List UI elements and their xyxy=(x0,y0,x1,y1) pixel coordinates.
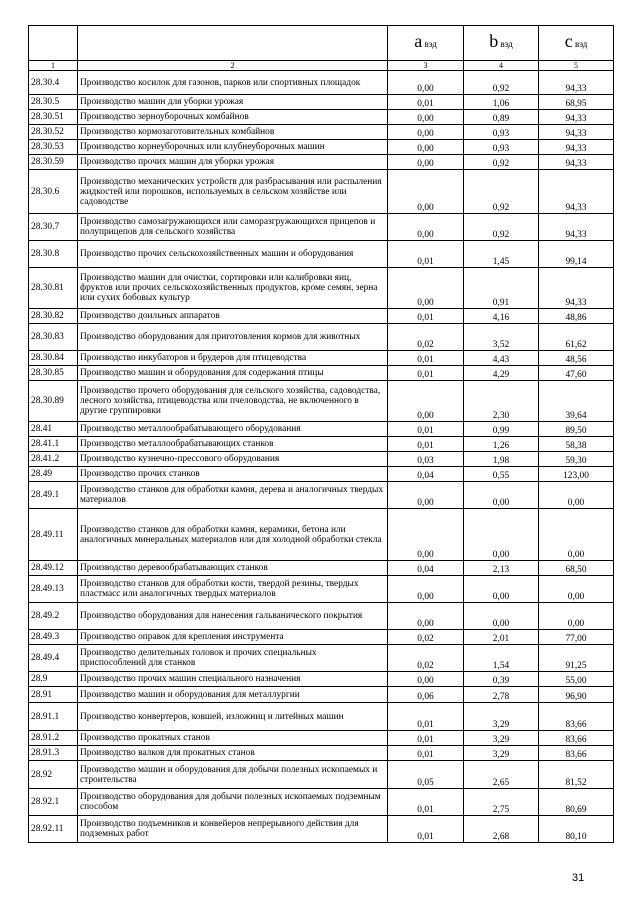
row-b-value: 2,68 xyxy=(464,816,539,843)
row-name: Производство машин и оборудования для металлургии xyxy=(78,687,388,703)
row-a-value: 0,00 xyxy=(388,482,464,509)
table-body xyxy=(29,26,614,843)
row-code: 28.30.6 xyxy=(29,170,78,214)
row-b-value: 2,13 xyxy=(464,561,539,576)
row-code: 28.49.12 xyxy=(29,561,78,576)
row-b-value: 0,55 xyxy=(464,467,539,482)
table-row xyxy=(29,467,614,482)
row-b-value: 2,65 xyxy=(464,761,539,789)
row-a-value: 0,00 xyxy=(388,125,464,140)
row-b-value: 0,00 xyxy=(464,603,539,630)
table-row xyxy=(29,746,614,761)
row-code: 28.30.53 xyxy=(29,140,78,155)
row-c-value: 58,38 xyxy=(539,437,614,452)
row-name: Производство делительных головок и прочих специальных приспособлений для станков xyxy=(78,645,388,672)
header-code-cell xyxy=(29,26,78,61)
row-a-value: 0,00 xyxy=(388,140,464,155)
row-a-value: 0,00 xyxy=(388,170,464,214)
row-b-value: 4,16 xyxy=(464,309,539,324)
row-code: 28.30.85 xyxy=(29,366,78,381)
row-code: 28.30.4 xyxy=(29,71,78,95)
row-c-value: 96,90 xyxy=(539,687,614,703)
row-a-value: 0,01 xyxy=(388,309,464,324)
row-a-value: 0,02 xyxy=(388,324,464,351)
row-b-value: 3,29 xyxy=(464,731,539,746)
header-c-cell xyxy=(539,26,614,61)
row-b-value: 0,99 xyxy=(464,422,539,437)
row-name: Производство машин для уборки урожая xyxy=(78,95,388,110)
row-name: Производство металлообрабатывающих станков xyxy=(78,437,388,452)
header-row xyxy=(29,26,614,61)
row-name: Производство подъемников и конвейеров непрерывного действия для подземных работ xyxy=(78,816,388,843)
row-c-value: 39,64 xyxy=(539,381,614,422)
table-row xyxy=(29,576,614,603)
row-b-value: 4,29 xyxy=(464,366,539,381)
row-c-value: 123,00 xyxy=(539,467,614,482)
row-b-value: 0,39 xyxy=(464,672,539,687)
row-name: Производство машин для очистки, сортировки или калибровки яиц, фруктов или прочих сельскохозяйственных продуктов, кроме семян, зерна или сухих бобовых культур xyxy=(78,268,388,309)
row-c-value: 0,00 xyxy=(539,482,614,509)
row-code: 28.30.7 xyxy=(29,214,78,241)
row-code: 28.91.3 xyxy=(29,746,78,761)
table-row xyxy=(29,214,614,241)
row-a-value: 0,05 xyxy=(388,761,464,789)
row-code: 28.49.1 xyxy=(29,482,78,509)
row-name: Производство прочих машин для уборки урожая xyxy=(78,155,388,170)
table-row xyxy=(29,95,614,110)
row-name: Производство металлообрабатывающего оборудования xyxy=(78,422,388,437)
row-b-value: 0,00 xyxy=(464,509,539,561)
table-row xyxy=(29,687,614,703)
row-b-value: 3,29 xyxy=(464,703,539,731)
row-code: 28.49.4 xyxy=(29,645,78,672)
row-a-value: 0,00 xyxy=(388,576,464,603)
column-number: 1 xyxy=(29,61,78,71)
row-name: Производство корнеуборочных или клубнеуборочных машин xyxy=(78,140,388,155)
table-row xyxy=(29,125,614,140)
row-a-value: 0,01 xyxy=(388,789,464,816)
row-b-value: 2,78 xyxy=(464,687,539,703)
row-name: Производство станков для обработки камня, дерева и аналогичных твердых материалов xyxy=(78,482,388,509)
row-code: 28.49.13 xyxy=(29,576,78,603)
row-a-value: 0,04 xyxy=(388,467,464,482)
a-symbol: a xyxy=(414,31,423,51)
c-symbol: c xyxy=(564,31,573,51)
table-row xyxy=(29,603,614,630)
row-b-value: 0,93 xyxy=(464,140,539,155)
table-row xyxy=(29,703,614,731)
row-c-value: 80,69 xyxy=(539,789,614,816)
row-c-value: 83,66 xyxy=(539,731,614,746)
row-code: 28.9 xyxy=(29,672,78,687)
row-a-value: 0,00 xyxy=(388,155,464,170)
row-name: Производство прочего оборудования для сельского хозяйства, садоводства, лесного хозяйства, птицеводства или пчеловодства, не включенного в другие группировки xyxy=(78,381,388,422)
table-row xyxy=(29,630,614,645)
row-a-value: 0,04 xyxy=(388,561,464,576)
table-row xyxy=(29,381,614,422)
row-a-value: 0,02 xyxy=(388,645,464,672)
row-code: 28.30.59 xyxy=(29,155,78,170)
row-b-value: 0,92 xyxy=(464,155,539,170)
table-row xyxy=(29,170,614,214)
row-c-value: 89,50 xyxy=(539,422,614,437)
row-c-value: 77,00 xyxy=(539,630,614,645)
row-name: Производство оправок для крепления инструмента xyxy=(78,630,388,645)
table-row xyxy=(29,366,614,381)
table-row xyxy=(29,422,614,437)
row-b-value: 4,43 xyxy=(464,351,539,366)
row-code: 28.30.82 xyxy=(29,309,78,324)
row-c-value: 94,33 xyxy=(539,71,614,95)
row-a-value: 0,00 xyxy=(388,214,464,241)
row-b-value: 0,92 xyxy=(464,170,539,214)
row-c-value: 55,00 xyxy=(539,672,614,687)
row-a-value: 0,01 xyxy=(388,241,464,268)
row-c-value: 61,62 xyxy=(539,324,614,351)
row-code: 28.30.8 xyxy=(29,241,78,268)
row-name: Производство прочих машин специального назначения xyxy=(78,672,388,687)
row-a-value: 0,00 xyxy=(388,672,464,687)
row-c-value: 94,33 xyxy=(539,110,614,125)
table-row xyxy=(29,561,614,576)
row-b-value: 2,75 xyxy=(464,789,539,816)
row-a-value: 0,01 xyxy=(388,731,464,746)
coefficients-table xyxy=(28,25,614,843)
row-name: Производство самозагружающихся или саморазгружающихся прицепов и полуприцепов для сельского хозяйства xyxy=(78,214,388,241)
table-row xyxy=(29,816,614,843)
row-name: Производство прокатных станов xyxy=(78,731,388,746)
row-a-value: 0,00 xyxy=(388,603,464,630)
table-row xyxy=(29,452,614,467)
row-code: 28.30.81 xyxy=(29,268,78,309)
row-c-value: 48,56 xyxy=(539,351,614,366)
row-name: Производство оборудования для нанесения гальванического покрытия xyxy=(78,603,388,630)
row-b-value: 1,98 xyxy=(464,452,539,467)
row-code: 28.30.52 xyxy=(29,125,78,140)
row-c-value: 94,33 xyxy=(539,268,614,309)
row-name: Производство зерноуборочных комбайнов xyxy=(78,110,388,125)
row-code: 28.91.2 xyxy=(29,731,78,746)
row-c-value: 59,30 xyxy=(539,452,614,467)
row-code: 28.41 xyxy=(29,422,78,437)
row-b-value: 0,91 xyxy=(464,268,539,309)
table-row xyxy=(29,71,614,95)
column-number: 2 xyxy=(78,61,388,71)
row-name: Производство оборудования для приготовления кормов для животных xyxy=(78,324,388,351)
row-code: 28.49.2 xyxy=(29,603,78,630)
row-c-value: 94,33 xyxy=(539,170,614,214)
row-code: 28.30.84 xyxy=(29,351,78,366)
row-a-value: 0,01 xyxy=(388,95,464,110)
row-name: Производство прочих сельскохозяйственных машин и оборудования xyxy=(78,241,388,268)
table-row xyxy=(29,761,614,789)
row-b-value: 2,30 xyxy=(464,381,539,422)
row-name: Производство прочих станков xyxy=(78,467,388,482)
table-row xyxy=(29,268,614,309)
b-symbol: b xyxy=(489,31,499,51)
row-code: 28.91.1 xyxy=(29,703,78,731)
column-number: 3 xyxy=(388,61,464,71)
row-b-value: 0,92 xyxy=(464,214,539,241)
row-b-value: 2,01 xyxy=(464,630,539,645)
row-b-value: 1,45 xyxy=(464,241,539,268)
row-c-value: 83,66 xyxy=(539,703,614,731)
row-a-value: 0,01 xyxy=(388,351,464,366)
table-row xyxy=(29,241,614,268)
header-name-cell xyxy=(78,26,388,61)
row-c-value: 83,66 xyxy=(539,746,614,761)
table-row xyxy=(29,672,614,687)
row-c-value: 94,33 xyxy=(539,125,614,140)
table-row xyxy=(29,110,614,125)
row-a-value: 0,01 xyxy=(388,437,464,452)
row-b-value: 3,29 xyxy=(464,746,539,761)
row-name: Производство оборудования для добычи полезных ископаемых подземным способом xyxy=(78,789,388,816)
row-c-value: 94,33 xyxy=(539,155,614,170)
row-b-value: 3,52 xyxy=(464,324,539,351)
row-a-value: 0,01 xyxy=(388,703,464,731)
header-b-cell xyxy=(464,26,539,61)
row-a-value: 0,01 xyxy=(388,746,464,761)
row-name: Производство машин и оборудования для добычи полезных ископаемых и строительства xyxy=(78,761,388,789)
table-row xyxy=(29,324,614,351)
table-row xyxy=(29,645,614,672)
row-name: Производство машин и оборудования для содержания птицы xyxy=(78,366,388,381)
row-name: Производство кузнечно-прессового оборудования xyxy=(78,452,388,467)
row-a-value: 0,01 xyxy=(388,816,464,843)
row-a-value: 0,01 xyxy=(388,422,464,437)
row-name: Производство кормозаготовительных комбайнов xyxy=(78,125,388,140)
row-b-value: 0,93 xyxy=(464,125,539,140)
table-row xyxy=(29,482,614,509)
row-a-value: 0,00 xyxy=(388,71,464,95)
row-a-value: 0,00 xyxy=(388,268,464,309)
b-subscript: вэд xyxy=(500,39,513,49)
row-a-value: 0,06 xyxy=(388,687,464,703)
row-name: Производство механических устройств для разбрасывания или распыления жидкостей или порошков, используемых в сельском хозяйстве или садоводстве xyxy=(78,170,388,214)
row-b-value: 0,00 xyxy=(464,482,539,509)
row-c-value: 81,52 xyxy=(539,761,614,789)
row-a-value: 0,02 xyxy=(388,630,464,645)
table-row xyxy=(29,509,614,561)
row-name: Производство валков для прокатных станов xyxy=(78,746,388,761)
row-c-value: 0,00 xyxy=(539,509,614,561)
table-row xyxy=(29,309,614,324)
row-name: Производство косилок для газонов, парков или спортивных площадок xyxy=(78,71,388,95)
row-c-value: 68,95 xyxy=(539,95,614,110)
page-number: 31 xyxy=(572,872,585,884)
table-row xyxy=(29,789,614,816)
row-a-value: 0,00 xyxy=(388,381,464,422)
table-row xyxy=(29,351,614,366)
row-c-value: 94,33 xyxy=(539,140,614,155)
row-code: 28.92.11 xyxy=(29,816,78,843)
row-b-value: 0,89 xyxy=(464,110,539,125)
row-code: 28.41.1 xyxy=(29,437,78,452)
row-code: 28.49.11 xyxy=(29,509,78,561)
row-c-value: 48,86 xyxy=(539,309,614,324)
row-b-value: 1,26 xyxy=(464,437,539,452)
row-c-value: 99,14 xyxy=(539,241,614,268)
row-name: Производство деревообрабатывающих станков xyxy=(78,561,388,576)
row-name: Производство инкубаторов и брудеров для птицеводства xyxy=(78,351,388,366)
row-name: Производство станков для обработки камня, керамики, бетона или аналогичных минеральных материалов или для холодной обработки стекла xyxy=(78,509,388,561)
row-code: 28.92.1 xyxy=(29,789,78,816)
row-a-value: 0,01 xyxy=(388,366,464,381)
row-code: 28.91 xyxy=(29,687,78,703)
row-code: 28.30.51 xyxy=(29,110,78,125)
row-name: Производство станков для обработки кости, твердой резины, твердых пластмасс или аналогичных твердых материалов xyxy=(78,576,388,603)
row-c-value: 68,50 xyxy=(539,561,614,576)
table-row xyxy=(29,155,614,170)
row-a-value: 0,00 xyxy=(388,509,464,561)
row-code: 28.30.89 xyxy=(29,381,78,422)
row-code: 28.41.2 xyxy=(29,452,78,467)
row-c-value: 0,00 xyxy=(539,603,614,630)
table-row xyxy=(29,437,614,452)
row-c-value: 94,33 xyxy=(539,214,614,241)
row-b-value: 1,06 xyxy=(464,95,539,110)
row-c-value: 91,25 xyxy=(539,645,614,672)
c-subscript: вэд xyxy=(575,39,588,49)
row-code: 28.30.83 xyxy=(29,324,78,351)
row-c-value: 47,60 xyxy=(539,366,614,381)
row-code: 28.30.5 xyxy=(29,95,78,110)
row-code: 28.49.3 xyxy=(29,630,78,645)
row-code: 28.49 xyxy=(29,467,78,482)
column-number-row xyxy=(29,61,614,71)
table-row xyxy=(29,140,614,155)
row-c-value: 0,00 xyxy=(539,576,614,603)
row-c-value: 80,10 xyxy=(539,816,614,843)
row-b-value: 0,00 xyxy=(464,576,539,603)
row-a-value: 0,03 xyxy=(388,452,464,467)
row-name: Производство конвертеров, ковшей, изложниц и литейных машин xyxy=(78,703,388,731)
row-code: 28.92 xyxy=(29,761,78,789)
row-b-value: 0,92 xyxy=(464,71,539,95)
header-a-cell xyxy=(388,26,464,61)
column-number: 5 xyxy=(539,61,614,71)
a-subscript: вэд xyxy=(424,39,437,49)
row-name: Производство доильных аппаратов xyxy=(78,309,388,324)
row-b-value: 1,54 xyxy=(464,645,539,672)
column-number: 4 xyxy=(464,61,539,71)
table-row xyxy=(29,731,614,746)
row-a-value: 0,00 xyxy=(388,110,464,125)
